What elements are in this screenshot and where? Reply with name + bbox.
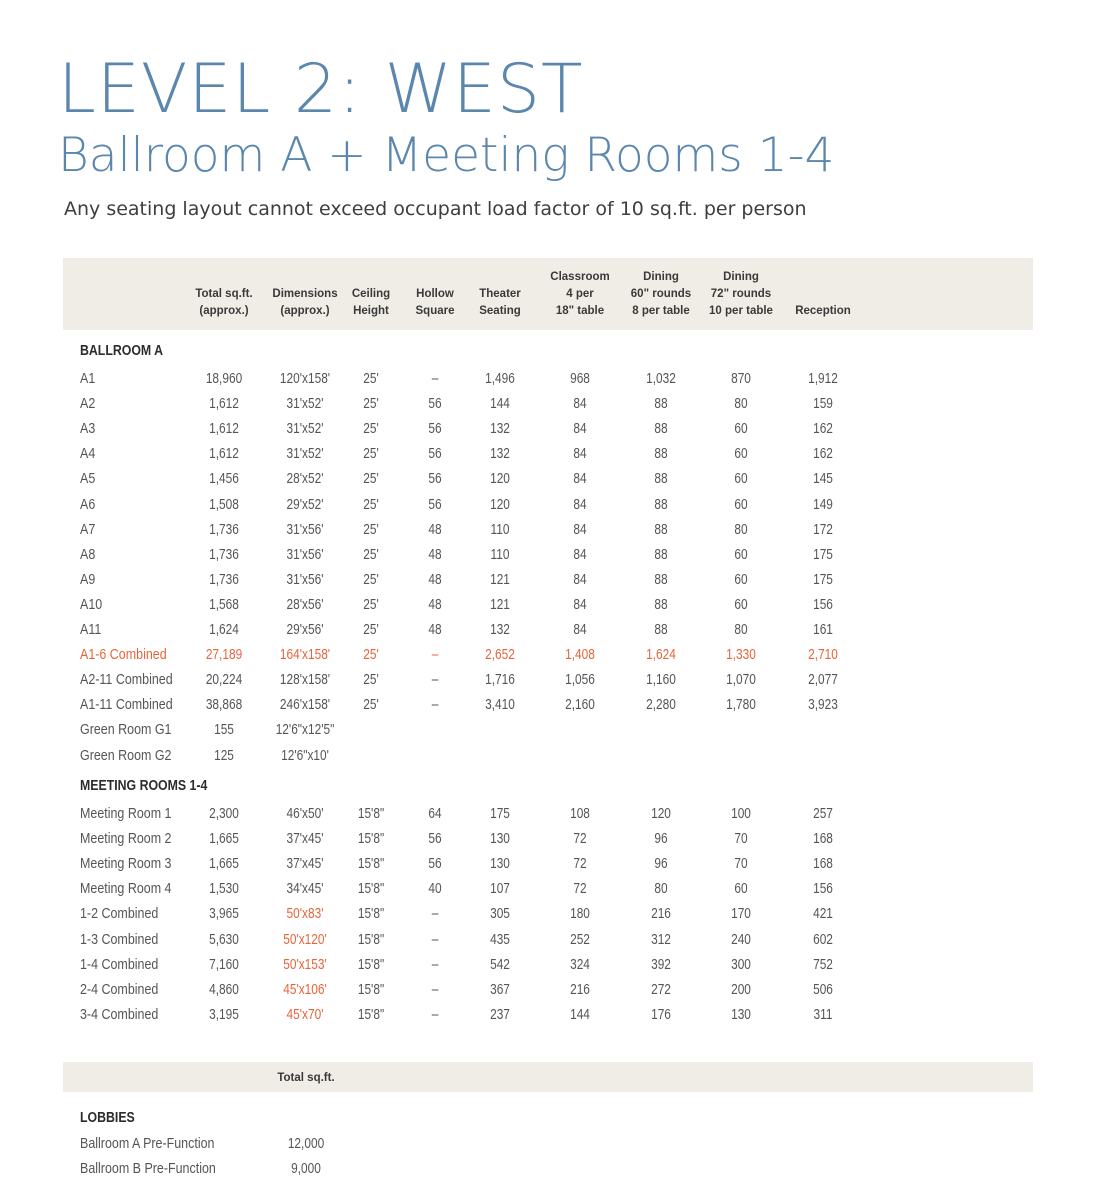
table-cell: 312 — [651, 931, 671, 948]
table-cell: 88 — [654, 596, 668, 613]
table-cell: 602 — [813, 931, 833, 948]
table-cell: 237 — [490, 1006, 510, 1023]
table-cell: 252 — [570, 931, 590, 948]
table-cell: 1,736 — [209, 571, 239, 588]
table-cell: 84 — [573, 396, 587, 413]
table-cell: 130 — [490, 831, 510, 848]
table-cell: 56 — [428, 831, 442, 848]
table-cell: – — [431, 371, 439, 387]
table-cell: 752 — [813, 956, 833, 973]
table-cell: 132 — [490, 446, 510, 463]
room-name: A3 — [80, 421, 96, 438]
column-header-line: Classroom — [550, 271, 610, 283]
table-cell: 392 — [651, 956, 671, 973]
column-header-line: Dining — [723, 271, 759, 283]
table-cell: 1,330 — [726, 647, 756, 664]
table-cell: 421 — [813, 906, 833, 923]
table-cell: 48 — [428, 596, 442, 613]
lobby-sqft: 9,000 — [291, 1161, 321, 1177]
table-cell: 72 — [573, 831, 587, 848]
table-cell: 96 — [654, 856, 668, 873]
table-cell: 40 — [428, 881, 442, 898]
table-cell: 161 — [813, 622, 833, 638]
table-cell: 12'6"x12'5" — [275, 722, 335, 739]
table-cell: 155 — [214, 722, 234, 739]
room-name: Meeting Room 2 — [80, 831, 172, 848]
table-cell: 72 — [573, 856, 587, 873]
table-cell: 200 — [731, 981, 751, 998]
table-cell: – — [431, 906, 439, 923]
table-cell: 64 — [428, 806, 442, 822]
table-cell: 28'x56' — [286, 596, 324, 613]
table-cell: 120 — [651, 806, 671, 822]
table-cell: 31'x56' — [286, 571, 324, 588]
table-cell: 1,736 — [209, 521, 239, 538]
table-cell: 311 — [813, 1006, 833, 1023]
table-cell: 80 — [654, 881, 668, 898]
table-cell: 128'x158' — [279, 672, 331, 689]
table-cell: 88 — [654, 446, 668, 463]
table-cell: 144 — [490, 396, 510, 413]
table-cell: 88 — [654, 396, 668, 413]
table-cell: 34'x45' — [286, 881, 324, 898]
lobby-name: Ballroom B Pre-Function — [80, 1161, 216, 1177]
table-cell: 2,300 — [209, 806, 239, 822]
table-cell: 162 — [813, 421, 833, 438]
table-cell: 45'x70' — [286, 1006, 324, 1023]
table-cell: 168 — [813, 856, 833, 873]
table-cell: 1,508 — [209, 496, 239, 513]
table-cell: 20,224 — [205, 672, 243, 689]
table-cell: 88 — [654, 521, 668, 538]
room-name: Meeting Room 1 — [80, 806, 172, 822]
table-cell: 180 — [570, 906, 590, 923]
table-cell: 15'8" — [357, 956, 385, 973]
table-cell: 1,612 — [209, 396, 239, 413]
table-cell: 130 — [731, 1006, 751, 1023]
table-cell: 156 — [813, 881, 833, 898]
table-cell: 60 — [734, 546, 748, 563]
lobby-column-header: Total sq.ft. — [277, 1072, 335, 1084]
table-cell: 246'x158' — [279, 697, 331, 714]
column-header-line: Total sq.ft. — [195, 288, 253, 300]
room-name: Meeting Room 4 — [80, 881, 172, 898]
table-cell: 110 — [490, 521, 510, 538]
table-cell: 2,160 — [565, 697, 595, 714]
column-header-line: 60" rounds — [630, 288, 692, 300]
table-cell: 25' — [363, 396, 379, 413]
table-cell: 176 — [651, 1006, 671, 1023]
table-cell: 50'x153' — [283, 956, 327, 973]
table-cell: 121 — [490, 596, 510, 613]
table-cell: 1,496 — [485, 371, 515, 387]
room-name: Green Room G2 — [80, 747, 172, 764]
table-cell: 29'x56' — [286, 622, 324, 638]
table-cell: 120'x158' — [279, 371, 331, 387]
table-cell: 1,456 — [209, 471, 239, 488]
table-cell: 88 — [654, 496, 668, 513]
table-cell: 48 — [428, 622, 442, 638]
table-cell: 300 — [731, 956, 751, 973]
table-cell: 46'x50' — [286, 806, 324, 822]
table-cell: 25' — [363, 371, 379, 387]
table-cell: 100 — [731, 806, 751, 822]
column-header-line: (approx.) — [199, 305, 249, 317]
table-cell: 132 — [490, 421, 510, 438]
table-cell: – — [431, 1006, 439, 1023]
table-cell: 3,923 — [808, 697, 838, 714]
table-cell: 60 — [734, 471, 748, 488]
table-cell: 542 — [490, 956, 510, 973]
table-cell: 1,736 — [209, 546, 239, 563]
table-cell: 1,716 — [485, 672, 515, 689]
occupancy-note: Any seating layout cannot exceed occupant load factor of 10 sq.ft. per person — [64, 198, 807, 220]
table-cell: 1,624 — [646, 647, 676, 664]
table-cell: 80 — [734, 521, 748, 538]
column-header-line: Seating — [479, 305, 521, 317]
table-cell: 48 — [428, 546, 442, 563]
table-cell: 5,630 — [209, 931, 239, 948]
table-cell: 125 — [214, 747, 234, 764]
table-cell: 870 — [731, 371, 751, 387]
table-cell: 88 — [654, 421, 668, 438]
column-header-line: 18" table — [555, 305, 605, 317]
table-cell: – — [431, 647, 439, 664]
room-name: 1-4 Combined — [80, 956, 159, 973]
table-cell: 37'x45' — [286, 831, 324, 848]
column-header-line: 10 per table — [709, 305, 773, 317]
table-cell: – — [431, 672, 439, 689]
room-name: 1-2 Combined — [80, 906, 159, 923]
column-header-line: 8 per table — [632, 305, 690, 317]
table-cell: 216 — [570, 981, 590, 998]
table-cell: 1,624 — [209, 622, 239, 638]
table-cell: 144 — [570, 1006, 590, 1023]
table-cell: 60 — [734, 596, 748, 613]
table-cell: 25' — [363, 596, 379, 613]
room-name: 1-3 Combined — [80, 931, 159, 948]
table-cell: 1,408 — [565, 647, 595, 664]
table-cell: 175 — [490, 806, 510, 822]
table-cell: 1,070 — [726, 672, 756, 689]
column-header-line: Dimensions — [272, 288, 338, 300]
table-cell: 1,530 — [209, 881, 239, 898]
table-cell: 38,868 — [205, 697, 243, 714]
table-cell: 60 — [734, 496, 748, 513]
table-cell: 15'8" — [357, 831, 385, 848]
table-cell: 15'8" — [357, 981, 385, 998]
table-cell: 121 — [490, 571, 510, 588]
room-name: 2-4 Combined — [80, 981, 159, 998]
table-cell: 60 — [734, 881, 748, 898]
table-cell: 25' — [363, 647, 379, 664]
table-cell: – — [431, 956, 439, 973]
table-cell: 96 — [654, 831, 668, 848]
column-header-line: Height — [353, 305, 389, 317]
table-cell: – — [431, 931, 439, 948]
table-cell: 159 — [813, 396, 833, 413]
table-cell: 80 — [734, 396, 748, 413]
table-cell: 1,912 — [808, 371, 838, 387]
column-header-line: (approx.) — [280, 305, 330, 317]
column-header-line: Theater — [479, 288, 521, 300]
table-cell: 15'8" — [357, 856, 385, 873]
table-cell: 29'x52' — [286, 496, 324, 513]
table-cell: 130 — [490, 856, 510, 873]
table-cell: 37'x45' — [286, 856, 324, 873]
table-cell: 88 — [654, 471, 668, 488]
section-heading: BALLROOM A — [80, 343, 164, 359]
table-cell: 968 — [570, 371, 590, 387]
table-cell: 84 — [573, 496, 587, 513]
table-cell: 48 — [428, 521, 442, 538]
room-name: A5 — [80, 471, 96, 488]
table-cell: 156 — [813, 596, 833, 613]
table-cell: 48 — [428, 571, 442, 588]
table-cell: 2,280 — [646, 697, 676, 714]
table-cell: 25' — [363, 697, 379, 714]
table-cell: 7,160 — [209, 956, 239, 973]
table-cell: 2,652 — [485, 647, 515, 664]
table-cell: – — [431, 697, 439, 714]
table-cell: 25' — [363, 496, 379, 513]
table-cell: 170 — [731, 906, 751, 923]
table-cell: 506 — [813, 981, 833, 998]
table-cell: 15'8" — [357, 881, 385, 898]
table-cell: 31'x52' — [286, 446, 324, 463]
table-cell: 25' — [363, 622, 379, 638]
room-name: A1-6 Combined — [80, 647, 167, 664]
room-name: A2 — [80, 396, 96, 413]
table-cell: 84 — [573, 471, 587, 488]
table-cell: 120 — [490, 471, 510, 488]
table-cell: 60 — [734, 421, 748, 438]
table-cell: 162 — [813, 446, 833, 463]
room-name: A1-11 Combined — [80, 697, 173, 714]
table-cell: 50'x120' — [283, 931, 327, 948]
room-name: A8 — [80, 546, 96, 563]
table-cell: 18,960 — [205, 371, 243, 387]
room-name: A10 — [80, 596, 103, 613]
table-cell: 3,410 — [485, 697, 515, 714]
table-cell: 3,965 — [209, 906, 239, 923]
table-cell: 216 — [651, 906, 671, 923]
table-cell: 31'x56' — [286, 521, 324, 538]
table-cell: 2,710 — [808, 647, 838, 664]
table-cell: 50'x83' — [286, 906, 324, 923]
section-heading: LOBBIES — [80, 1110, 135, 1126]
table-cell: 84 — [573, 421, 587, 438]
room-name: 3-4 Combined — [80, 1006, 159, 1023]
table-cell: 110 — [490, 546, 510, 563]
table-cell: 31'x52' — [286, 396, 324, 413]
table-cell: 45'x106' — [283, 981, 327, 998]
table-cell: 88 — [654, 622, 668, 638]
table-cell: 175 — [813, 571, 833, 588]
column-header-line: Dining — [643, 271, 679, 283]
table-cell: 172 — [813, 521, 833, 538]
table-cell: 168 — [813, 831, 833, 848]
room-name: A1 — [80, 371, 96, 387]
table-cell: 84 — [573, 622, 587, 638]
table-cell: 108 — [570, 806, 590, 822]
table-cell: 149 — [813, 496, 833, 513]
table-cell: 1,056 — [565, 672, 595, 689]
table-cell: 56 — [428, 396, 442, 413]
table-cell: 88 — [654, 546, 668, 563]
table-cell: 15'8" — [357, 1006, 385, 1023]
table-cell: 28'x52' — [286, 471, 324, 488]
table-cell: 25' — [363, 421, 379, 438]
page-title: LEVEL 2: WEST — [58, 50, 584, 129]
table-cell: 60 — [734, 446, 748, 463]
table-cell: 257 — [813, 806, 833, 822]
room-name: Green Room G1 — [80, 722, 172, 739]
table-cell: 15'8" — [357, 806, 385, 822]
table-cell: 25' — [363, 446, 379, 463]
room-name: A7 — [80, 521, 96, 538]
table-cell: 88 — [654, 571, 668, 588]
table-cell: 84 — [573, 521, 587, 538]
room-name: A6 — [80, 496, 96, 513]
table-cell: 305 — [490, 906, 510, 923]
column-header-line: Ceiling — [351, 288, 391, 300]
lobby-header-band — [63, 1062, 1033, 1092]
table-cell: 15'8" — [357, 906, 385, 923]
table-cell: 367 — [490, 981, 510, 998]
table-cell: 60 — [734, 571, 748, 588]
table-cell: 120 — [490, 496, 510, 513]
table-cell: 1,665 — [209, 856, 239, 873]
table-cell: 2,077 — [808, 672, 838, 689]
table-cell: 1,612 — [209, 446, 239, 463]
table-cell: 107 — [490, 881, 510, 898]
table-cell: 4,860 — [209, 981, 239, 998]
table-cell: 25' — [363, 521, 379, 538]
table-cell: 1,032 — [646, 371, 676, 387]
table-cell: 84 — [573, 596, 587, 613]
room-name: A2-11 Combined — [80, 672, 173, 689]
table-cell: 12'6"x10' — [281, 747, 329, 764]
table-cell: 435 — [490, 931, 510, 948]
table-cell: 164'x158' — [279, 647, 331, 664]
section-heading: MEETING ROOMS 1-4 — [80, 778, 208, 794]
table-cell: 56 — [428, 856, 442, 873]
table-cell: 1,568 — [209, 596, 239, 613]
table-cell: 3,195 — [209, 1006, 239, 1023]
table-cell: 132 — [490, 622, 510, 638]
table-cell: – — [431, 981, 439, 998]
column-header-line: 72" rounds — [710, 288, 772, 300]
table-cell: 70 — [734, 831, 748, 848]
table-cell: 31'x56' — [286, 546, 324, 563]
table-cell: 84 — [573, 571, 587, 588]
table-cell: 27,189 — [205, 647, 243, 664]
table-cell: 1,780 — [726, 697, 756, 714]
table-cell: 84 — [573, 446, 587, 463]
table-cell: 1,665 — [209, 831, 239, 848]
table-cell: 84 — [573, 546, 587, 563]
table-cell: 70 — [734, 856, 748, 873]
table-cell: 240 — [731, 931, 751, 948]
table-cell: 324 — [570, 956, 590, 973]
room-name: A9 — [80, 571, 96, 588]
table-cell: 1,612 — [209, 421, 239, 438]
table-cell: 56 — [428, 471, 442, 488]
table-cell: 80 — [734, 622, 748, 638]
table-cell: 56 — [428, 496, 442, 513]
table-cell: 31'x52' — [286, 421, 324, 438]
table-cell: 25' — [363, 672, 379, 689]
table-cell: 15'8" — [357, 931, 385, 948]
table-cell: 272 — [651, 981, 671, 998]
room-name: A4 — [80, 446, 96, 463]
column-header-line: Hollow — [416, 288, 454, 300]
page-subtitle: Ballroom A + Meeting Rooms 1-4 — [58, 128, 835, 183]
room-name: Meeting Room 3 — [80, 856, 172, 873]
table-cell: 175 — [813, 546, 833, 563]
column-header-line: Reception — [795, 305, 851, 317]
table-cell: 25' — [363, 471, 379, 488]
table-cell: 145 — [813, 471, 833, 488]
table-cell: 56 — [428, 446, 442, 463]
room-name: A11 — [80, 622, 102, 638]
column-header-line: Square — [415, 305, 455, 317]
lobby-name: Ballroom A Pre-Function — [80, 1136, 215, 1152]
table-cell: 25' — [363, 546, 379, 563]
table-cell: 25' — [363, 571, 379, 588]
column-header-line: 4 per — [566, 288, 594, 300]
table-cell: 72 — [573, 881, 587, 898]
lobby-sqft: 12,000 — [287, 1136, 325, 1152]
table-cell: 56 — [428, 421, 442, 438]
table-cell: 1,160 — [646, 672, 676, 689]
